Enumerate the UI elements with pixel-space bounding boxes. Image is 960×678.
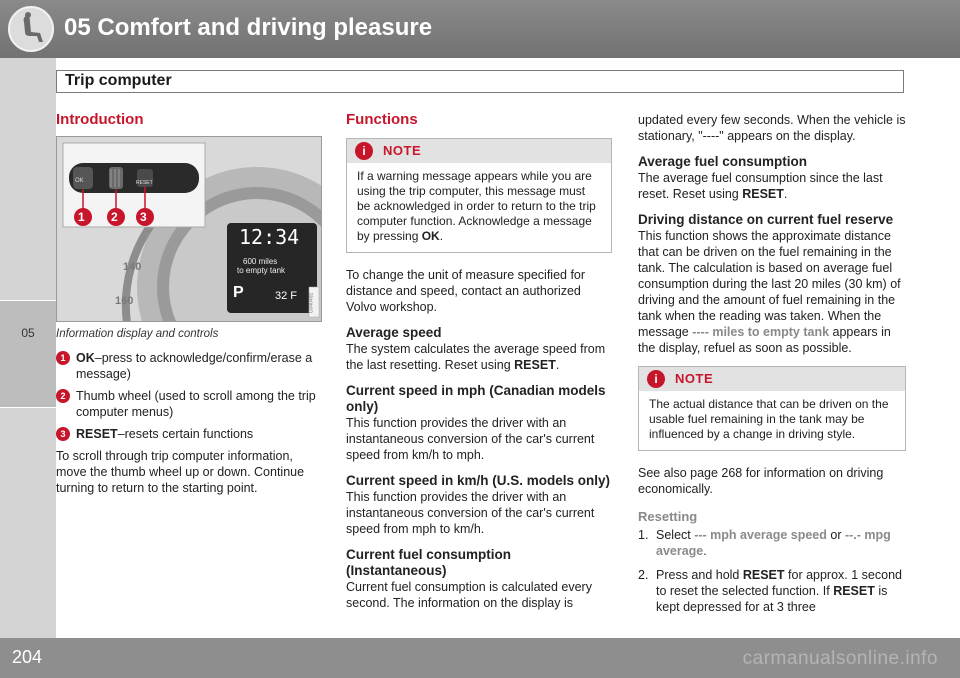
- section-bar: [56, 70, 904, 93]
- text: .: [555, 358, 560, 372]
- display-message: ---- miles to empty tank: [692, 325, 830, 339]
- display-range: 600 miles: [243, 257, 278, 266]
- average-speed-text: [346, 341, 612, 373]
- note-end: .: [439, 229, 444, 243]
- info-icon: i: [647, 370, 665, 388]
- figure-caption: Information display and controls: [56, 328, 219, 340]
- item-text: –resets certain functions: [117, 427, 254, 441]
- middle-column: [346, 112, 612, 619]
- chapter-tab-label: 05: [21, 326, 35, 340]
- note-body: The actual distance that can be driven on the usable fuel remaining in the tank may be influenced by a change in driving style.: [649, 397, 889, 441]
- stalk-ok-label: OK: [75, 178, 84, 184]
- fuel-instant-heading: Current fuel consumption (Instantaneous): [346, 547, 511, 578]
- page-number: 204: [12, 647, 43, 667]
- display-clock: 12:34: [239, 225, 300, 249]
- speed-tick-140: 140: [123, 261, 142, 273]
- scroll-paragraph: To scroll through trip computer information, move the thumb wheel up or down. Continue turning to return to the starting point.: [56, 449, 305, 495]
- step-number: 2.: [638, 568, 649, 582]
- note-body: [347, 163, 611, 252]
- watermark: carmanualsonline.info: [742, 648, 938, 669]
- text: .: [783, 187, 788, 201]
- section-title: Trip computer: [65, 72, 172, 89]
- fuel-instant-text: Current fuel consumption is calculated every second. The information on the display is: [346, 580, 592, 610]
- item-text: Thumb wheel (used to scroll among the trip computer menus): [76, 389, 316, 419]
- mph-heading: Current speed in mph (Canadian models only): [346, 383, 606, 414]
- note-header: [347, 139, 611, 163]
- list-item: [56, 426, 322, 442]
- reset-label: RESET: [76, 427, 118, 441]
- list-item: [56, 388, 322, 420]
- note-title: NOTE: [383, 143, 422, 158]
- callout-badge: 1: [56, 351, 70, 365]
- note-bold: OK: [421, 229, 440, 243]
- reserve-heading: Driving distance on current fuel reserve: [638, 212, 894, 227]
- text: The average fuel consumption since the last reset. Reset using: [638, 171, 883, 201]
- item-text: –press to acknowledge/confirm/erase a message): [76, 351, 313, 381]
- list-item: [638, 527, 906, 559]
- callout-3: 3: [140, 210, 147, 224]
- kmh-heading: Current speed in km/h (U.S. models only): [346, 473, 611, 488]
- right-column: [638, 112, 906, 623]
- text: This function shows the approximate distance that can be driven on the fuel remaining in the tank. The calculation is based on average fuel consumption during the last 20 miles (30 km) of driving and the amount of fuel remaining in the tank when the reading was taken. When the message: [638, 229, 901, 339]
- see-also-text: See also page 268 for information on driving economically.: [638, 466, 884, 496]
- display-gear: P: [233, 284, 244, 301]
- avg-fuel-text: [638, 170, 906, 202]
- text: for approx. 1 second to reset the selected function. If: [656, 568, 902, 598]
- list-item: [56, 350, 322, 382]
- reset-label: RESET: [833, 584, 875, 598]
- info-icon: i: [355, 142, 373, 160]
- note-header: [639, 367, 905, 391]
- note-text: If a warning message appears while you are using the trip computer, this message must be acknowledged in order to return to the trip computer function. Acknowledge a message by pressing: [357, 169, 596, 243]
- callout-2: 2: [111, 210, 118, 224]
- speed-tick-160: 160: [115, 295, 134, 307]
- reset-label: RESET: [514, 358, 556, 372]
- left-column: [56, 112, 322, 504]
- seat-icon: [8, 6, 54, 52]
- display-range-sub: to empty tank: [237, 266, 286, 275]
- note-title: NOTE: [675, 371, 714, 386]
- instrument-figure: [56, 136, 322, 322]
- display-temp: 32 F: [275, 290, 298, 302]
- chapter-title: 05 Comfort and driving pleasure: [64, 14, 433, 41]
- text: appears in the display, refuel as soon as possible.: [638, 325, 891, 355]
- chapter-tab: [0, 300, 56, 408]
- reset-label: RESET: [742, 187, 784, 201]
- text: Select: [656, 528, 695, 542]
- callout-badge: 3: [56, 427, 70, 441]
- note-box: [638, 366, 906, 451]
- display-option: --.- mpg average: [656, 528, 891, 558]
- reserve-text: [638, 228, 906, 356]
- avg-fuel-heading: Average fuel consumption: [638, 154, 808, 169]
- callout-list: [56, 350, 322, 442]
- callout-badge: 2: [56, 389, 70, 403]
- resetting-heading: Resetting: [638, 509, 698, 524]
- unit-paragraph: To change the unit of measure specified for distance and speed, contact an authorized Volvo workshop.: [346, 268, 586, 314]
- text: or: [826, 528, 845, 542]
- introduction-heading: Introduction: [56, 111, 144, 128]
- text: is kept depressed for at 3 three: [656, 584, 888, 614]
- image-code: G0404d1: [308, 292, 315, 314]
- mph-text: This function provides the driver with an instantaneous conversion of the car's current speed from km/h to mph.: [346, 416, 595, 462]
- note-box: [346, 138, 612, 253]
- text: .: [703, 544, 707, 558]
- text: The system calculates the average speed from the last resetting. Reset using: [346, 342, 606, 372]
- reset-label: RESET: [742, 568, 785, 582]
- functions-heading: Functions: [346, 111, 418, 128]
- average-speed-heading: Average speed: [346, 325, 442, 340]
- ok-label: OK: [76, 351, 95, 365]
- stalk-reset-label: RESET: [136, 180, 153, 186]
- list-item: [638, 567, 906, 615]
- kmh-text: This function provides the driver with an instantaneous conversion of the car's current speed from mph to km/h.: [346, 490, 595, 536]
- step-number: 1.: [638, 528, 649, 542]
- text: Press and hold: [656, 568, 743, 582]
- callout-1: 1: [78, 210, 85, 224]
- continued-text: updated every few seconds. When the vehicle is stationary, "----" appears on the display.: [638, 113, 906, 143]
- display-option: --- mph average speed: [694, 528, 827, 542]
- reset-steps: [638, 527, 906, 615]
